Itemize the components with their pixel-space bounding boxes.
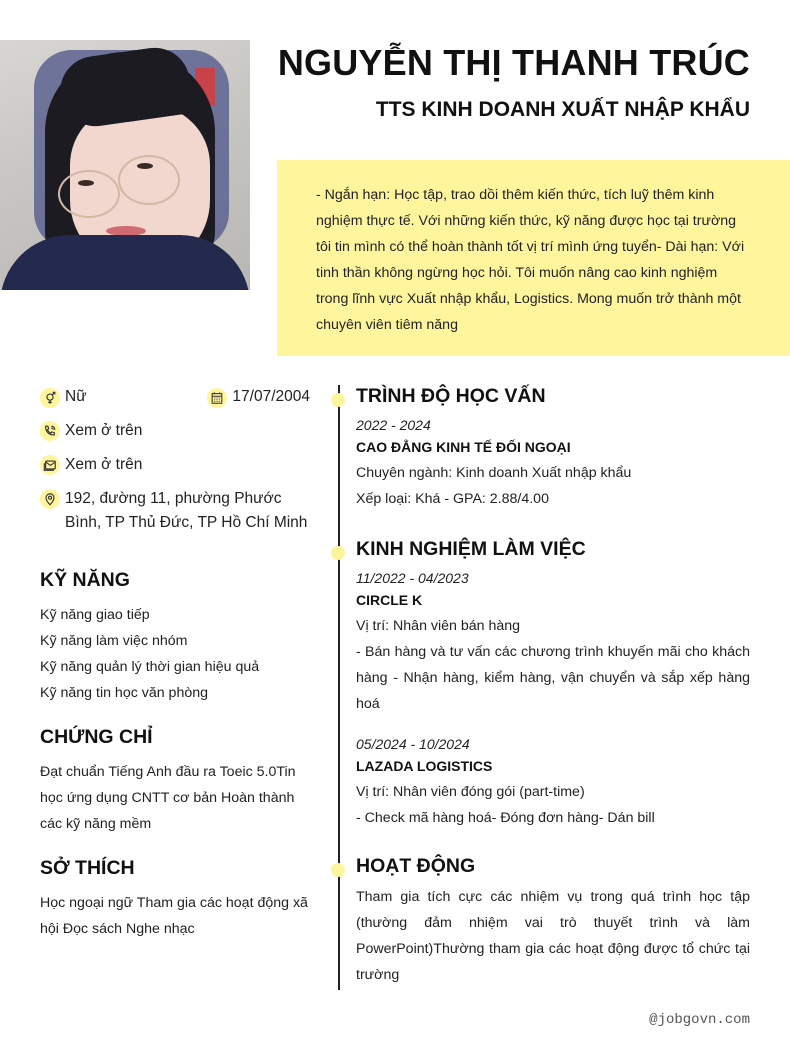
hobbies-title: SỞ THÍCH bbox=[40, 857, 135, 879]
gender-birthday-row bbox=[40, 385, 310, 409]
timeline-dot-icon bbox=[331, 863, 345, 877]
profile-photo bbox=[0, 40, 250, 290]
watermark: @jobgovn.com bbox=[649, 1012, 750, 1028]
company-name: CIRCLE K bbox=[356, 592, 423, 608]
gender-value: Nữ bbox=[65, 388, 87, 405]
gender-icon bbox=[40, 388, 60, 408]
email-value: Xem ở trên bbox=[65, 456, 143, 473]
timeline-divider bbox=[338, 385, 340, 990]
experience-position: Vị trí: Nhân viên đóng gói (part-time) bbox=[356, 784, 585, 800]
education-title: TRÌNH ĐỘ HỌC VẤN bbox=[356, 385, 546, 407]
candidate-name: NGUYỄN THỊ THANH TRÚC bbox=[277, 42, 750, 83]
career-objective bbox=[277, 160, 790, 356]
skill-item: Kỹ năng giao tiếp bbox=[40, 607, 150, 623]
phone-icon bbox=[40, 421, 60, 441]
gender-field bbox=[40, 385, 87, 409]
phone-field bbox=[40, 419, 320, 443]
email-icon bbox=[40, 455, 60, 475]
phone-value: Xem ở trên bbox=[65, 422, 143, 439]
education-grade: Xếp loại: Khá - GPA: 2.88/4.00 bbox=[356, 491, 549, 507]
location-pin-icon bbox=[40, 489, 60, 509]
calendar-icon bbox=[207, 388, 227, 408]
birthday-field bbox=[207, 385, 310, 409]
birthday-value: 17/07/2004 bbox=[232, 388, 310, 405]
address-value: 192, đường 11, phường Phước Bình, TP Thủ Đức, TP Hồ Chí Minh bbox=[65, 490, 308, 531]
activities-text: Tham gia tích cực các nhiệm vụ trong quá trình học tập (thường đảm nhiệm vai trò thuyết trình và làm PowerPoint)Thường tham gia các hoạt động được tổ chức tại trường bbox=[356, 889, 750, 983]
education-major: Chuyên ngành: Kinh doanh Xuất nhập khẩu bbox=[356, 465, 632, 481]
experience-date: 05/2024 - 10/2024 bbox=[356, 736, 470, 752]
skills-title: KỸ NĂNG bbox=[40, 569, 130, 591]
hobbies-text: Học ngoại ngữ Tham gia các hoạt động xã hội Đọc sách Nghe nhạc bbox=[40, 895, 308, 937]
email-field bbox=[40, 453, 320, 477]
skill-item: Kỹ năng quản lý thời gian hiệu quả bbox=[40, 659, 260, 675]
education-section bbox=[356, 385, 750, 512]
objective-text: - Ngắn hạn: Học tập, trao dồi thêm kiến thức, tích luỹ thêm kinh nghiệm thực tế. Với những kiến thức, kỹ năng được học tại trường tôi tin mình có thể hoàn thành tốt vị trí mình ứng tuyển- Dài hạn: Với tinh thần không ngừng học hỏi. Tôi muốn nâng cao kinh nghiệm trong lĩnh vực Xuất nhập khẩu, Logistics. Mong muốn trở thành một chuyên viên tiêm năng bbox=[316, 187, 745, 333]
experience-position: Vị trí: Nhân viên bán hàng bbox=[356, 618, 521, 634]
experience-date: 11/2022 - 04/2023 bbox=[356, 570, 469, 586]
certificates-section bbox=[40, 726, 320, 837]
job-title: TTS KINH DOANH XUẤT NHẬP KHẨU bbox=[375, 98, 750, 121]
certificates-text: Đạt chuẩn Tiếng Anh đầu ra Toeic 5.0Tin học ứng dụng CNTT cơ bản Hoàn thành các kỹ năng mềm bbox=[40, 764, 296, 832]
hobbies-section bbox=[40, 857, 320, 942]
experience-description: - Check mã hàng hoá- Đóng đơn hàng- Dán bill bbox=[356, 810, 655, 826]
school-name: CAO ĐẲNG KINH TẾ ĐỐI NGOẠI bbox=[356, 439, 571, 455]
activities-section bbox=[356, 855, 750, 988]
experience-item bbox=[356, 733, 750, 831]
address-field bbox=[40, 487, 320, 535]
activities-title: HOẠT ĐỘNG bbox=[356, 855, 476, 877]
right-column bbox=[356, 385, 750, 988]
skills-section bbox=[40, 569, 320, 706]
skill-item: Kỹ năng làm việc nhóm bbox=[40, 633, 188, 649]
experience-item bbox=[356, 567, 750, 717]
experience-description: - Bán hàng và tư vấn các chương trình khuyến mãi cho khách hàng - Nhận hàng, kiểm hàng, vận chuyển và sắp xếp hàng hoá bbox=[356, 644, 750, 712]
timeline-dot-icon bbox=[331, 546, 345, 560]
company-name: LAZADA LOGISTICS bbox=[356, 758, 493, 774]
experience-title: KINH NGHIỆM LÀM VIỆC bbox=[356, 538, 586, 560]
experience-section bbox=[356, 538, 750, 831]
certificates-title: CHỨNG CHỈ bbox=[40, 726, 153, 748]
timeline-dot-icon bbox=[331, 393, 345, 407]
education-date: 2022 - 2024 bbox=[356, 417, 431, 433]
skill-item: Kỹ năng tin học văn phòng bbox=[40, 685, 209, 701]
left-column bbox=[40, 385, 320, 942]
